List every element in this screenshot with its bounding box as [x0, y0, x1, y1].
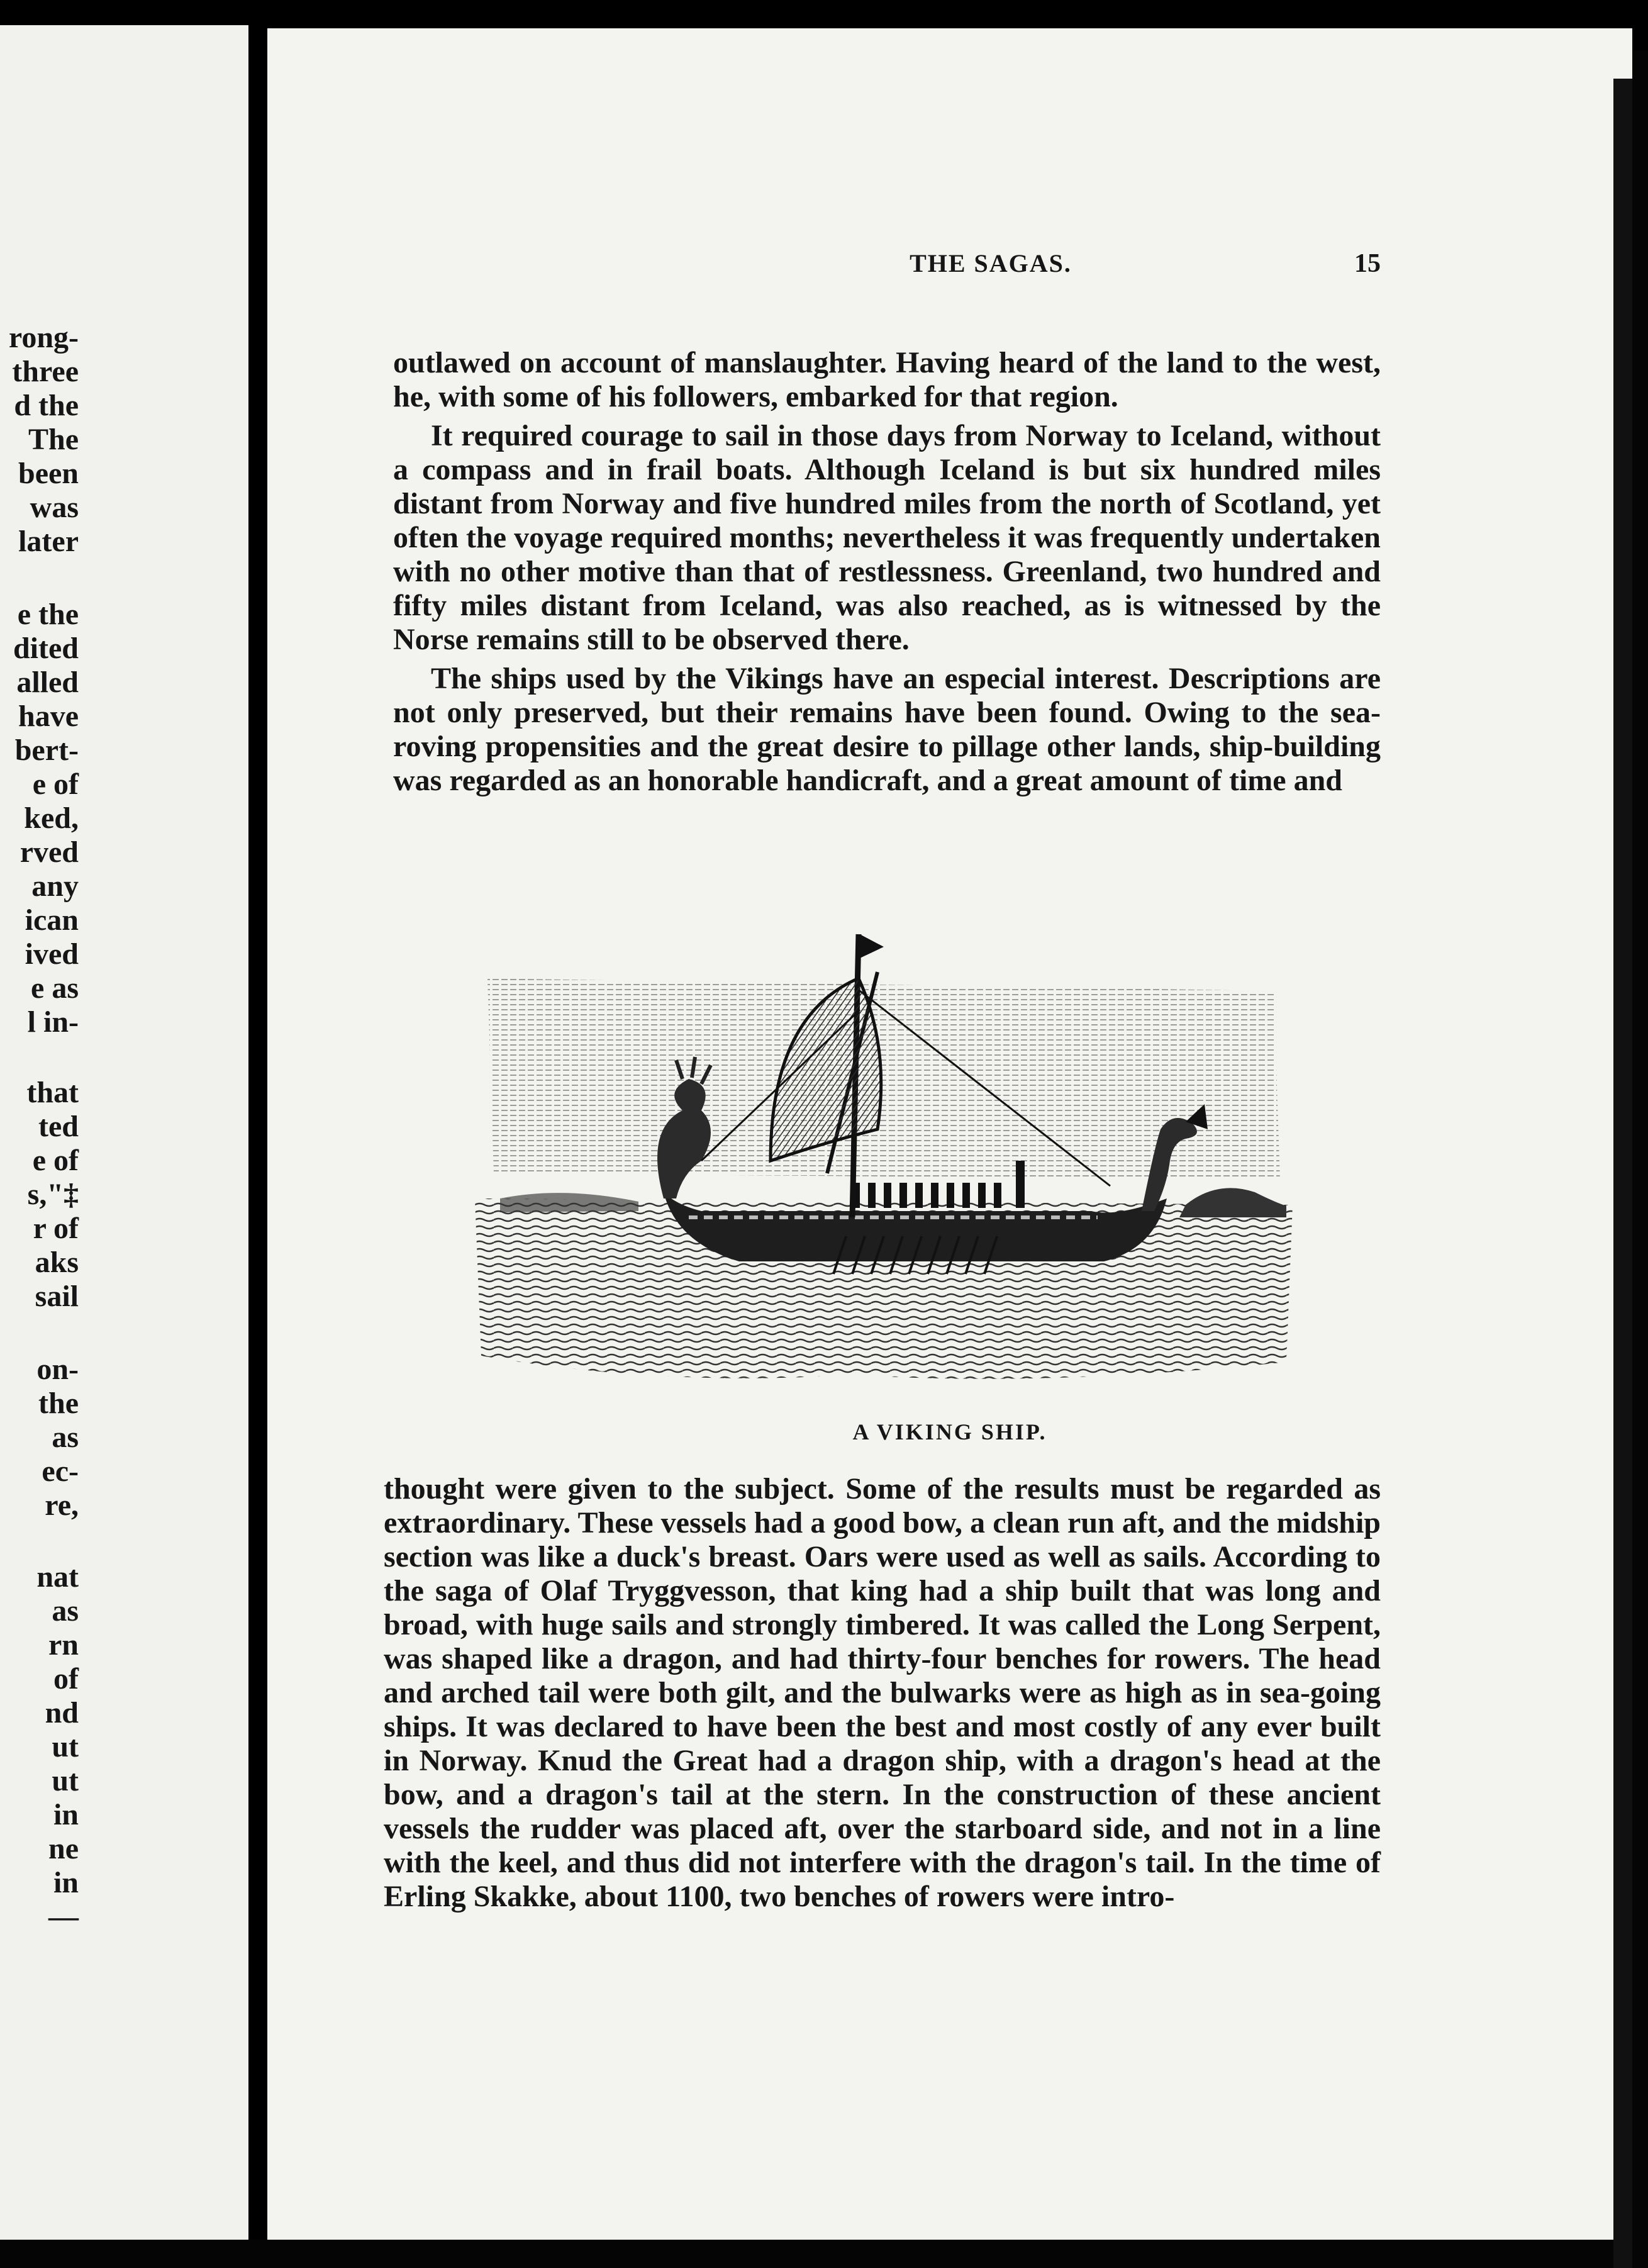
running-header — [267, 249, 1632, 299]
left-line: e of — [32, 1144, 79, 1177]
left-line: rn — [48, 1628, 79, 1662]
left-line: alled — [16, 666, 79, 699]
page-number: 15 — [1354, 249, 1381, 278]
left-line: r of — [33, 1212, 79, 1245]
left-line: later — [18, 525, 79, 558]
left-line: as — [52, 1594, 79, 1628]
left-line: nat — [36, 1560, 79, 1594]
left-line: s,"‡ — [27, 1178, 79, 1211]
left-line: ec- — [42, 1455, 79, 1488]
left-line: aks — [35, 1246, 79, 1279]
left-line: as — [52, 1421, 79, 1454]
left-line: dited — [13, 632, 79, 665]
left-line: e the — [17, 598, 79, 631]
left-line: ican — [25, 903, 79, 937]
left-line: l in- — [27, 1005, 79, 1039]
viking-ship-engraving — [475, 922, 1293, 1412]
left-line: ne — [48, 1832, 79, 1865]
left-line: rved — [19, 835, 79, 869]
left-line: ked, — [24, 802, 79, 835]
left-line: re, — [45, 1489, 79, 1522]
left-line: nd — [45, 1696, 79, 1729]
left-line: e as — [31, 971, 79, 1005]
viking-ship-illustration — [475, 922, 1293, 1412]
left-line: of — [53, 1662, 79, 1695]
book-page — [267, 28, 1632, 2240]
left-line: any — [31, 869, 79, 903]
page-edge — [1613, 79, 1632, 2268]
left-line: the — [38, 1387, 79, 1420]
figure-caption: A VIKING SHIP. — [852, 1419, 1047, 1444]
paragraph: thought were given to the subject. Some of the results must be regarded as extraordinary. These vessels had a good bow, a clean run aft, and the midship section was like a duck's breast. Oars were used as well as sails. According to the saga of Olaf Tryggvesson, that king had a ship built that was long and broad, with huge sails and strongly timbered. It was called the Long Serpent, was shaped like a dragon, and had thirty-four benches for rowers. The head and arched tail were both gilt, and the bulwarks were as high as in sea-going ships. It was declared to have been the best and most costly of any ever built in Norway. Knud the Great had a dragon ship, with a dragon's head at the bow, and a dragon's tail at the stern. In the construction of these ancient vessels the rudder was placed aft, over the starboard side, and not in a line with the keel, and thus did not interfere with the dragon's tail. In the time of Erling Skakke, about 1100, two benches of rowers were intro- — [384, 1472, 1381, 1913]
left-line: been — [18, 457, 79, 490]
left-line: — — [48, 1900, 79, 1933]
left-line: e of — [32, 768, 79, 801]
paragraph: It required courage to sail in those days from Norway to Iceland, without a compass and in frail boats. Although Iceland is but six hundred miles distant from Norway and five hundred miles from the north of Scotland, yet often the voyage required months; nevertheless it was frequently undertaken with no other motive than that of restlessness. Greenland, two hundred and fifty miles distant from Iceland, was also reached, as is witnessed by the Norse remains still to be observed there. — [393, 419, 1381, 656]
left-line: have — [18, 700, 79, 733]
left-line: ut — [52, 1730, 79, 1763]
paragraph: outlawed on account of manslaughter. Having heard of the land to the west, he, with some of his followers, embarked for that region. — [393, 346, 1381, 413]
left-line: ted — [38, 1110, 79, 1143]
left-line: in — [53, 1866, 79, 1899]
left-line: sail — [35, 1280, 79, 1313]
left-line: on- — [36, 1353, 79, 1386]
left-line: d the — [14, 389, 79, 422]
left-line: three — [12, 355, 79, 388]
left-line: that — [26, 1076, 79, 1109]
left-line: ived — [25, 937, 79, 971]
paragraph: The ships used by the Vikings have an especial interest. Descriptions are not only preserved, but their remains have been found. Owing to the sea-roving propensities and the great desire to pillage other lands, ship-building was regarded as an honorable handicraft, and a great amount of time and — [393, 662, 1381, 797]
left-line: was — [30, 491, 79, 524]
left-line: The — [28, 423, 79, 456]
left-line: rong- — [8, 321, 79, 354]
left-line: ut — [52, 1764, 79, 1797]
body-text-top — [393, 346, 1381, 798]
left-line: bert- — [14, 734, 79, 767]
body-text-bottom — [384, 1472, 1381, 1914]
book-spine — [248, 0, 267, 2240]
left-line: in — [53, 1798, 79, 1831]
running-title: THE SAGAS. — [910, 249, 1072, 277]
left-page-fragment — [0, 25, 248, 2240]
